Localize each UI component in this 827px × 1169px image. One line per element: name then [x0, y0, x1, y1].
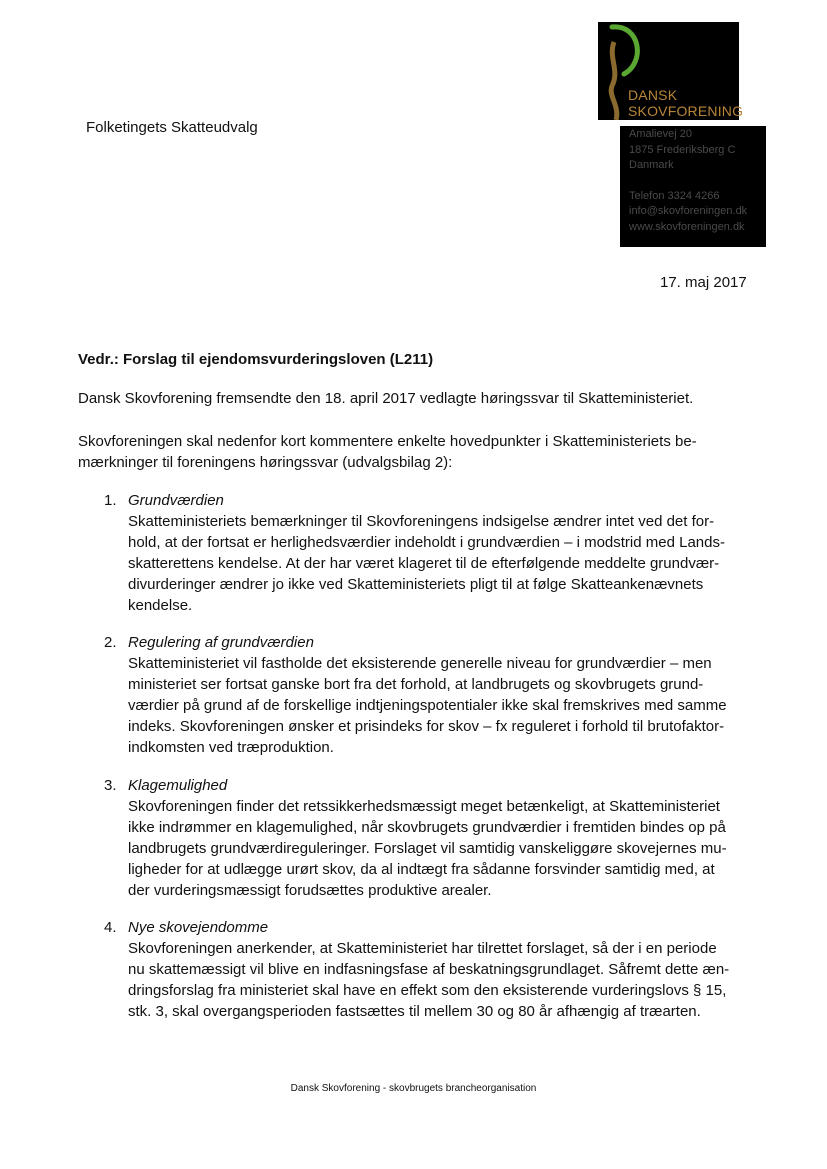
- contact-block: [620, 126, 766, 247]
- list-item-line: indkomsten ved træproduktion.: [128, 739, 334, 756]
- list-item-number: 1.: [104, 492, 117, 509]
- list-item-line: værdier på grund af de forskellige indtjeningspotentialer ikke skal fremskrives med samme: [128, 697, 727, 714]
- email-address: info@skovforeningen.dk: [629, 205, 748, 217]
- list-item-line: divurderinger ændrer jo ikke ved Skatteministeriets pligt til at følge Skatteankenævnets: [128, 576, 704, 593]
- list-item-line: ikke indrømmer en klagemulighed, når skovbrugets grundværdier i fremtiden bindes op på: [128, 819, 726, 836]
- dansk-skovforening-logo: [598, 22, 744, 120]
- address-country: Danmark: [629, 159, 674, 171]
- list-item-line: Skovforeningen finder det retssikkerhedsmæssigt meget betænkeligt, at Skatteministeriet: [128, 798, 720, 815]
- website-address: www.skovforeningen.dk: [629, 220, 745, 233]
- list-item-line: landbrugets grundværdireguleringer. Forslaget vil samtidig vanskeliggøre skovejernes mu-: [128, 840, 727, 857]
- logo-text-skovforening: SKOVFORENING: [628, 103, 744, 119]
- list-item-line: der vurderingsmæssigt forudsættes produktive arealer.: [128, 882, 492, 899]
- intro-paragraph: Dansk Skovforening fremsendte den 18. april 2017 vedlagte høringssvar til Skatteministeriet.: [78, 390, 694, 407]
- letter-subject: Vedr.: Forslag til ejendomsvurderingsloven (L211): [78, 351, 434, 368]
- address-city: 1875 Frederiksberg C: [629, 143, 736, 156]
- list-item-line: nu skattemæssigt vil blive en indfasningsfase af beskatningsgrundlaget. Såfremt dette æn-: [128, 961, 730, 978]
- list-item-number: 3.: [104, 777, 117, 794]
- list-item-title: Grundværdien: [128, 492, 224, 509]
- lead-line: Skovforeningen skal nedenfor kort kommentere enkelte hovedpunkter i Skatteministeriets be-: [78, 433, 697, 450]
- list-item-line: Skatteministeriet vil fastholde det eksisterende generelle niveau for grundværdier – men: [128, 655, 712, 672]
- lead-paragraph: [78, 431, 758, 473]
- list-item-line: kendelse.: [128, 597, 193, 614]
- address-street: Amalievej 20: [629, 128, 692, 140]
- list-item-title: Klagemulighed: [128, 777, 228, 794]
- list-item-line: stk. 3, skal overgangsperioden fastsættes til mellem 30 og 80 år afhængig af træarten.: [128, 1003, 701, 1020]
- list-item-number: 2.: [104, 634, 117, 651]
- list-item-line: skatterettens kendelse. At der har været klageret til de efterfølgende meddelte grundvær-: [128, 555, 720, 572]
- list-item-line: Skatteministeriets bemærkninger til Skovforeningens indsigelse ændrer intet ved det for-: [128, 513, 715, 530]
- list-item-line: hold, at der fortsat er herlighedsværdier indeholdt i grundværdien – i modstrid med Lands-: [128, 534, 725, 551]
- page-footer: Dansk Skovforening - skovbrugets brancheorganisation: [290, 1083, 537, 1094]
- phone-number: Telefon 3324 4266: [629, 189, 720, 202]
- list-item-line: ligheder for at udlægge urørt skov, da al indtægt fra sådanne forsvinder samtidig med, at: [128, 861, 715, 878]
- letter-date: 17. maj 2017: [660, 274, 747, 291]
- lead-line: mærkninger til foreningens høringssvar (udvalgsbilag 2):: [78, 454, 453, 471]
- list-item-line: ministeriet ser fortsat ganske bort fra det forhold, at landbrugets og skovbrugets grund-: [128, 676, 704, 693]
- list-item-title: Regulering af grundværdien: [128, 634, 314, 651]
- list-item-title: Nye skovejendomme: [128, 919, 269, 936]
- list-item-number: 4.: [104, 919, 117, 936]
- logo-text-dansk: DANSK: [628, 87, 678, 103]
- list-item-line: dringsforslag fra ministeriet skal have en effekt som den eksisterende vurderingslovs § 15,: [128, 982, 727, 999]
- list-item-line: Skovforeningen anerkender, at Skatteministeriet har tilrettet forslaget, så der i en periode: [128, 940, 717, 957]
- list-item-line: indeks. Skovforeningen ønsker et prisindeks for skov – fx reguleret i forhold til brutofaktor-: [128, 718, 725, 735]
- recipient-name: Folketingets Skatteudvalg: [86, 119, 258, 136]
